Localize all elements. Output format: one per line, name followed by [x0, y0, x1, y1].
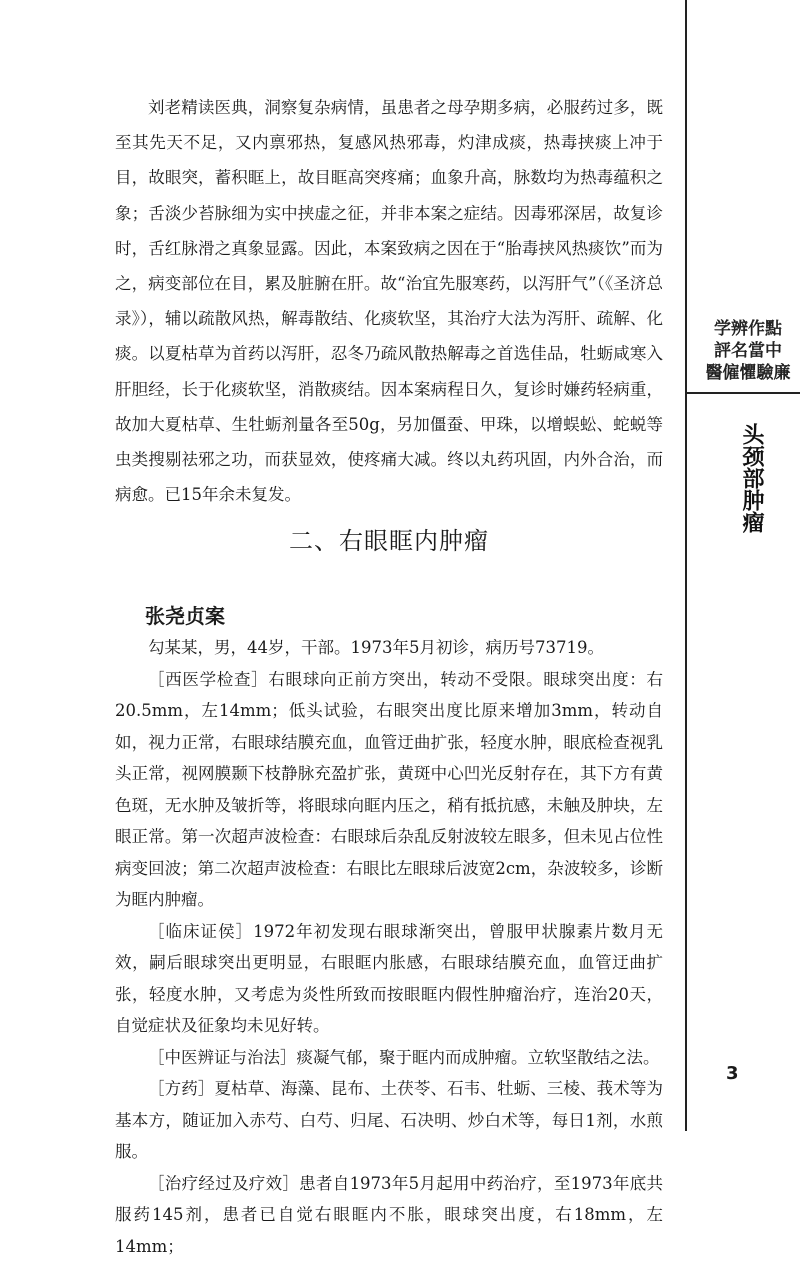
body-paragraph: ［临床证侯］1972年初发现右眼球渐突出，曾服甲状腺素片数月无效，嗣后眼球突出更明显，右眼眶内胀感，右眼球结膜充血，血管迂曲扩张，轻度水肿，又考虑为炎性所致而按眼眶内假性肿瘤治疗，连治20天，自觉症状及征象均未见好转。	[115, 916, 663, 1042]
margin-rule	[685, 0, 687, 1131]
page-number: 3	[726, 1063, 739, 1084]
book-title-line: 評名當中	[700, 340, 796, 362]
running-book-title	[700, 318, 796, 384]
page-content	[115, 90, 663, 512]
case-body	[115, 632, 663, 1262]
body-paragraph: ［西医学检查］右眼球向正前方突出，转动不受限。眼球突出度：右20.5mm，左14mm；低头试验，右眼突出度比原来增加3mm，转动自如，视力正常，右眼球结膜充血，血管迂曲扩张，轻度水肿，眼底检查视乳头正常，视网膜颞下枝静脉充盈扩张，黄斑中心凹光反射存在，其下方有黄色斑，无水肿及皱折等，将眼球向眶内压之，稍有抵抗感，未触及肿块，左眼正常。第一次超声波检查：右眼球后杂乱反射波较左眼多，但未见占位性病变回波；第二次超声波检查：右眼比左眼球后波宽2cm，杂波较多，诊断为眶内肿瘤。	[115, 664, 663, 916]
book-title-line: 醫僱懼驗廉	[700, 362, 796, 384]
case-title: 张尧贞案	[145, 600, 225, 629]
running-chapter-title: 头颈部肿瘤	[726, 408, 766, 548]
body-paragraph: ［方药］夏枯草、海藻、昆布、土茯苓、石韦、牡蛎、三棱、莪术等为基本方，随证加入赤芍、白芍、归尾、石决明、炒白术等，每日1剂，水煎服。	[115, 1073, 663, 1168]
body-paragraph: 勾某某，男，44岁，干部。1973年5月初诊，病历号73719。	[115, 632, 663, 664]
book-title-line: 学辨作點	[700, 318, 796, 340]
intro-paragraph: 刘老精读医典，洞察复杂病情，虽患者之母孕期多病，必服药过多，既至其先天不足，又内禀邪热，复感风热邪毒，灼津成痰，热毒挟痰上冲于目，故眼突，蓄积眶上，故目眶高突疼痛；血象升高，脉数均为热毒蕴积之象；舌淡少苔脉细为实中挟虚之征，并非本案之症结。因毒邪深居，故复诊时，舌红脉滑之真象显露。因此，本案致病之因在于“胎毒挟风热痰饮”而为之，病变部位在目，累及脏腑在肝。故“治宜先服寒药，以泻肝气”（《圣济总录》），辅以疏散风热，解毒散结、化痰软坚，其治疗大法为泻肝、疏解、化痰。以夏枯草为首药以泻肝，忍冬乃疏风散热解毒之首选佳品，牡蛎咸寒入肝胆经，长于化痰软坚，消散痰结。因本案病程日久，复诊时嫌药轻病重，故加大夏枯草、生牡蛎剂量各至50g，另加僵蚕、甲珠，以增蜈蚣、蛇蜕等虫类搜剔祛邪之功，而获显效，使疼痛大减。终以丸药巩固，内外合治，而病愈。已15年余未复发。	[115, 90, 663, 512]
sidebar-divider	[687, 392, 800, 394]
section-title: 二、右眼眶内肿瘤	[115, 521, 663, 556]
body-paragraph: ［中医辨证与治法］痰凝气郁，聚于眶内而成肿瘤。立软坚散结之法。	[115, 1042, 663, 1074]
body-paragraph: ［治疗经过及疗效］患者自1973年5月起用中药治疗，至1973年底共服药145剂，患者已自觉右眼眶内不胀，眼球突出度，右18mm，左14mm；	[115, 1168, 663, 1262]
